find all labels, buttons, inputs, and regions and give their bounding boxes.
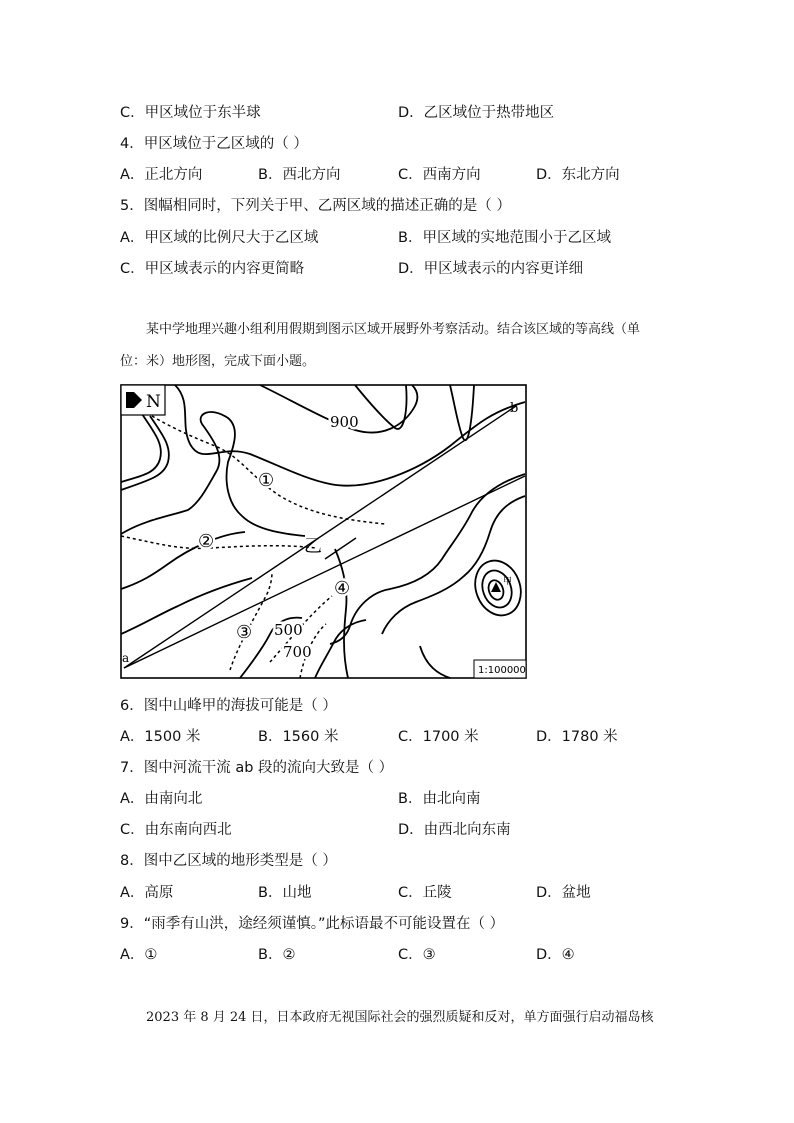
contour-label-500: 500 [274,621,303,639]
q7-option-a: A．由南向北 [120,791,203,807]
q5-stem: 5．图幅相同时，下列关于甲、乙两区域的描述正确的是（ ） [120,198,511,214]
closing-paragraph: 2023 年 8 月 24 日，日本政府无视国际社会的强烈质疑和反对，单方面强行启动福岛核 [146,1010,654,1025]
q6-option-a: A．1500 米 [120,729,201,745]
q6-stem: 6．图中山峰甲的海拔可能是（ ） [120,698,337,714]
q7-stem: 7．图中河流干流 ab 段的流向大致是（ ） [120,760,394,776]
q9-option-d: D．④ [536,947,575,963]
route-label-1: ① [258,470,275,491]
q9-option-a: A．① [120,947,158,963]
q6-option-d: D．1780 米 [536,729,618,745]
q5-option-b: B．甲区域的实地范围小于乙区域 [398,230,611,246]
q5-option-d: D．甲区域表示的内容更详细 [398,261,584,277]
q4-option-c: C．西南方向 [398,167,481,183]
q7-option-c: C．由东南向西北 [120,822,232,838]
peak-label-jia: 甲 [503,577,513,587]
contour-label-900: 900 [330,413,359,431]
intro-line-2: 位：米）地形图，完成下面小题。 [120,354,316,369]
route-label-3: ③ [236,622,253,643]
scale-label: 1:100000 [478,665,526,676]
q7-option-b: B．由北向南 [398,791,481,807]
q6-option-c: C．1700 米 [398,729,479,745]
q9-option-b: B．② [258,947,296,963]
q6-option-b: B．1560 米 [258,729,339,745]
q4-option-b: B．西北方向 [258,167,341,183]
q7-option-d: D．由西北向东南 [398,822,511,838]
area-label-yi: 乙 [304,536,322,557]
route-label-4: ④ [334,578,351,599]
q8-option-d: D．盆地 [536,885,591,901]
q8-stem: 8．图中乙区域的地形类型是（ ） [120,853,337,869]
q4-option-d: D．东北方向 [536,167,620,183]
point-label-a: a [122,651,130,665]
q3-option-c: C．甲区域位于东半球 [120,105,261,121]
q8-option-a: A．高原 [120,885,174,901]
point-label-b: b [510,401,519,416]
q8-option-b: B．山地 [258,885,312,901]
contour-map [120,384,527,679]
route-label-2: ② [198,531,215,552]
q5-option-a: A．甲区域的比例尺大于乙区域 [120,230,319,246]
q3-option-d: D．乙区域位于热带地区 [398,105,555,121]
q9-option-c: C．③ [398,947,436,963]
q4-option-a: A．正北方向 [120,167,203,183]
north-label: N [146,392,161,412]
q4-stem: 4．甲区域位于乙区域的（ ） [120,136,308,152]
q5-option-c: C．甲区域表示的内容更简略 [120,261,305,277]
contour-label-700: 700 [283,643,312,661]
q9-stem: 9．“雨季有山洪，途经须谨慎。”此标语最不可能设置在（ ） [120,916,505,932]
intro-line-1: 某中学地理兴趣小组利用假期到图示区域开展野外考察活动。结合该区域的等高线（单 [146,322,641,337]
q8-option-c: C．丘陵 [398,885,452,901]
